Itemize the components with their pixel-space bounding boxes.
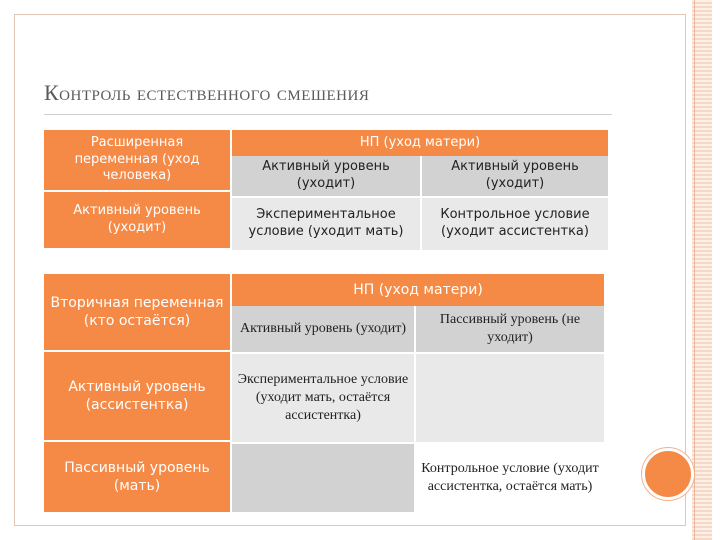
slide-title: Контроль естественного смешения xyxy=(44,80,370,105)
table2-cell-r1c1: Экспериментальное условие (уходит мать, остаётся ассистентка) xyxy=(232,354,414,442)
decorative-circle xyxy=(642,448,694,500)
decorative-stripe xyxy=(692,0,712,540)
table2-corner: Вторичная переменная (кто остаётся) xyxy=(44,274,230,350)
table2-cell-r2c2: Контрольное условие (уходит ассистентка, остаётся мать) xyxy=(416,444,604,512)
table1-corner: Расширенная переменная (уход человека) xyxy=(44,130,230,190)
table1-cell-r1c1: Экспериментальное условие (уходит мать) xyxy=(232,198,420,250)
table1-col1-header: Активный уровень (уходит) xyxy=(232,156,420,196)
table2-col1-header: Активный уровень (уходит) xyxy=(232,306,414,352)
decorative-stripe-edge xyxy=(694,0,695,540)
table2-row2-label: Пассивный уровень (мать) xyxy=(44,442,230,512)
table2-cell-r1c2 xyxy=(416,354,604,442)
table1-col2-header: Активный уровень (уходит) xyxy=(422,156,608,196)
table1-cell-r1c2: Контрольное условие (уходит ассистентка) xyxy=(422,198,608,250)
table2-header: НП (уход матери) xyxy=(232,274,604,306)
title-divider xyxy=(44,114,612,115)
table2-cell-r2c1 xyxy=(232,444,414,512)
table2-row1-label: Активный уровень (ассистентка) xyxy=(44,352,230,440)
table2-col2-header: Пассивный уровень (не уходит) xyxy=(416,306,604,352)
table1-header: НП (уход матери) xyxy=(232,130,608,156)
table1-row-label: Активный уровень (уходит) xyxy=(44,192,230,248)
